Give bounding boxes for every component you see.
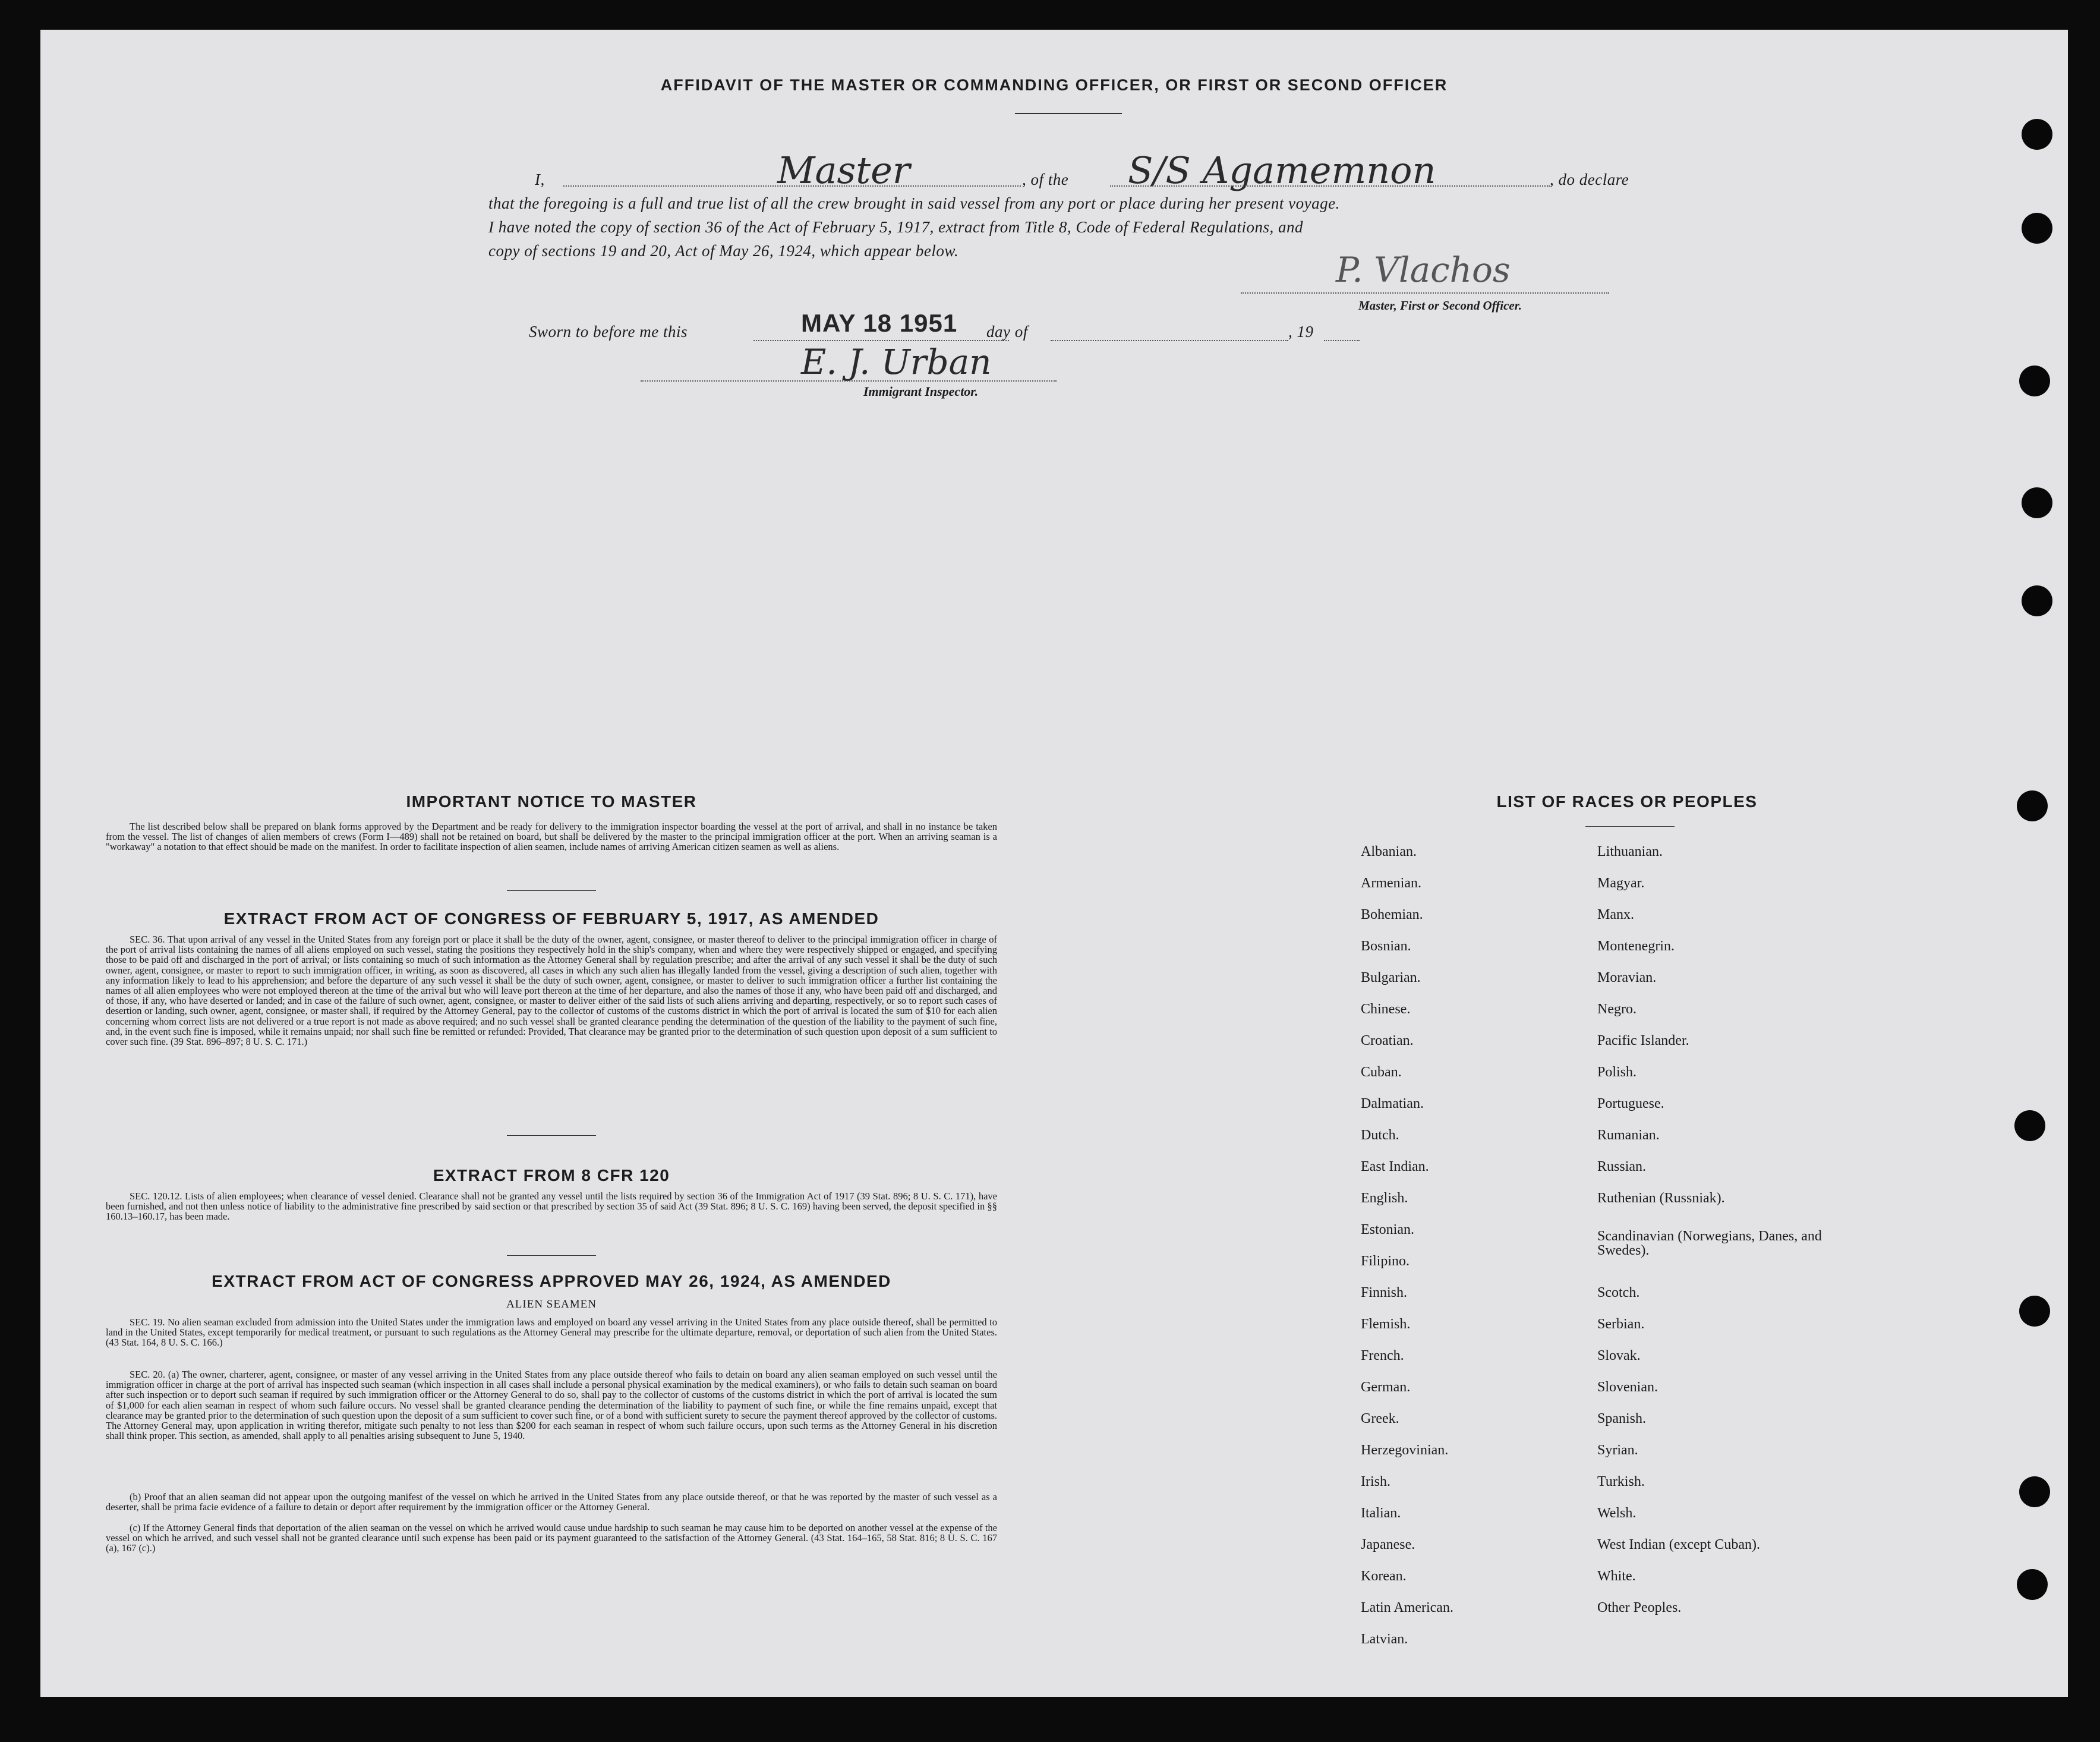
- year-label: , 19: [1288, 323, 1314, 341]
- inspector-dotted-line: [641, 380, 1057, 382]
- races-divider: [1585, 826, 1675, 827]
- extract-1917-divider: [507, 1135, 596, 1136]
- affidavit-line-2: that the foregoing is a full and true list of all the crew brought in said vessel from any port or place during her present voyage.: [488, 194, 1340, 212]
- sec-20b-text: (b) Proof that an alien seaman did not appear upon the outgoing manifest of the vessel on which he arrived in the United States from any place outside thereof, or that he was reported by the master of such vessel as a deserter, shall be prima facie evidence of a failure to detain or deport after requirement by the immigration officer or the Attorney General.: [106, 1491, 997, 1513]
- alien-seamen-subtitle: ALIEN SEAMEN: [506, 1298, 597, 1311]
- race-item: Armenian.: [1361, 875, 1421, 891]
- vessel-name-value: S/S Agamemnon: [1128, 149, 1436, 192]
- race-item: Magyar.: [1597, 875, 1645, 891]
- sec-20c-text: (c) If the Attorney General finds that deportation of the alien seaman on the vessel on which he arrived would cause undue hardship to such seaman he may cause him to be deported on another vessel at the expense of the vessel on which he arrived, and such vessel shall not be granted clearance until such expense has been paid or its payment guaranteed to the satisfaction of the Attorney General. (43 Stat. 164–165, 58 Stat. 816; 8 U. S. C. 167 (a), 167 (c).): [106, 1522, 997, 1554]
- declare-label: , do declare: [1550, 171, 1629, 188]
- punch-hole: [2022, 213, 2052, 244]
- punch-hole: [2019, 1476, 2050, 1507]
- notice-divider: [507, 890, 596, 891]
- race-item: Ruthenian (Russniak).: [1597, 1190, 1725, 1206]
- name-dotted-line: [563, 185, 1021, 187]
- race-item: Latvian.: [1361, 1631, 1408, 1647]
- race-item: Slovenian.: [1597, 1379, 1658, 1395]
- race-item: Welsh.: [1597, 1505, 1637, 1521]
- inspector-label: Immigrant Inspector.: [863, 384, 979, 399]
- race-item: Dutch.: [1361, 1127, 1399, 1143]
- race-item: Chinese.: [1361, 1001, 1411, 1017]
- race-item: Serbian.: [1597, 1316, 1645, 1332]
- race-item: Bohemian.: [1361, 907, 1423, 922]
- month-dotted-line: [1051, 340, 1288, 341]
- sec-19-text: SEC. 19. No alien seaman excluded from admission into the United States under the immigration laws and employed on board any vessel arriving in the United States from any place outside thereof, shall be permitted to land in the United States, except temporarily for medical treatment, or pursuant to such regulations as the Attorney General may prescribe for the ultimate departure, removal, or deportation of such alien from the United States. (43 Stat. 164, 8 U. S. C. 166.): [106, 1316, 997, 1349]
- signature-dotted-line: [1241, 292, 1609, 294]
- race-item: Cuban.: [1361, 1064, 1402, 1080]
- extract-cfr-divider: [507, 1255, 596, 1256]
- punch-hole: [2019, 1296, 2050, 1327]
- race-item: German.: [1361, 1379, 1411, 1395]
- race-item: Turkish.: [1597, 1474, 1645, 1489]
- race-item: White.: [1597, 1568, 1636, 1584]
- race-item: Lithuanian.: [1597, 844, 1663, 859]
- extract-cfr-text: SEC. 120.12. Lists of alien employees; when clearance of vessel denied. Clearance shall not be granted any vessel until the lists required by section 36 of the Immigration Act of 1917 (39 Stat. 896; 8 U. S. C. 171), have been furnished, and not then unless notice of liability to the administrative fine prescribed by said section or that prescribed by section 35 of said Act (39 Stat. 896; 8 U. S. C. 169) having been served, the deposit specified in §§ 160.13–160.17, has been made.: [106, 1190, 997, 1223]
- race-item: Albanian.: [1361, 844, 1417, 859]
- affidavit-title: AFFIDAVIT OF THE MASTER OR COMMANDING OFFICER, OR FIRST OR SECOND OFFICER: [660, 76, 1448, 94]
- punch-hole: [2014, 1110, 2045, 1141]
- title-divider: [1015, 113, 1122, 114]
- punch-hole: [2022, 487, 2052, 518]
- inspector-signature: E. J. Urban: [801, 342, 992, 382]
- race-item: Moravian.: [1597, 970, 1657, 985]
- race-item: Negro.: [1597, 1001, 1637, 1017]
- punch-hole: [2017, 790, 2048, 821]
- race-item: Bosnian.: [1361, 938, 1411, 954]
- punch-hole: [2022, 585, 2052, 616]
- notice-title: IMPORTANT NOTICE TO MASTER: [406, 792, 697, 811]
- race-item: Flemish.: [1361, 1316, 1411, 1332]
- race-item: Rumanian.: [1597, 1127, 1660, 1143]
- punch-hole: [2017, 1569, 2048, 1600]
- of-the-label: , of the: [1022, 171, 1069, 188]
- race-item: Bulgarian.: [1361, 970, 1421, 985]
- race-item: Spanish.: [1597, 1411, 1647, 1426]
- race-item: Russian.: [1597, 1159, 1647, 1174]
- master-title-label: Master, First or Second Officer.: [1358, 298, 1522, 313]
- punch-hole: [2019, 366, 2050, 396]
- race-item: Italian.: [1361, 1505, 1401, 1521]
- race-item: Manx.: [1597, 907, 1634, 922]
- race-item: Latin American.: [1361, 1600, 1453, 1615]
- extract-1917-text: SEC. 36. That upon arrival of any vessel in the United States from any foreign port or place it shall be the duty of the owner, agent, consignee, or master thereof to deliver to the principal immigration officer in charge of the port of arrival lists containing the names of all aliens employed on such vessel, stating the positions they respectively hold in the ship's company, when and where they were respectively shipped or engaged, and specifying those to be paid off and discharged in the port of arrival; or lists containing so much of such information as the Attorney General shall by regulation prescribe; and after the arrival of any such vessel it shall be the duty of such owner, agent, consignee, or master to report to such immigration officer, in writing, as soon as discovered, all cases in which any such alien has illegally landed from the vessel, giving a description of such alien, together with any information likely to lead to his apprehension; and before the departure of any such vessel it shall be the duty of such owner, agent, consignee, or master to deliver to such immigration officer a further list containing the names of all alien employees who were not employed thereon at the time of the arrival but who will leave port thereon at the time of her departure, and also the names of those if any, who have been paid off and discharged, and of those, if any, who have deserted or landed; and in case of the failure of such owner, agent, consignee, or master to deliver either of the said lists of such aliens arriving and departing, respectively, or so to report such cases of desertion or landing, such owner, agent, consignee, or master shall, if required by the Attorney General, pay to the collector of customs of the customs district in which the port of arrival is located the sum of $10 for each alien concerning whom correct lists are not delivered or a true report is not made as above required; and no such vessel shall be granted clearance pending the determination of the question of the liability to the payment of such fine, and, in the event such fine is imposed, while it remains unpaid; nor shall such fine be remitted or refunded: Provided, That clearance may be granted prior to the determination of such question upon deposit of a sum sufficient to cover such fine. (39 Stat. 896–897; 8 U. S. C. 171.): [106, 934, 997, 1048]
- race-item: Irish.: [1361, 1474, 1390, 1489]
- race-item: Pacific Islander.: [1597, 1033, 1689, 1048]
- sec-20a-text: SEC. 20. (a) The owner, charterer, agent, consignee, or master of any vessel arriving in the United States from any place outside thereof who fails to detain on board any alien seaman employed on such vessel until the immigration officer in charge at the port of arrival has inspected such seaman (which inspection in all cases shall include a personal physical examination by the medical examiners), or who fails to detain such seaman on board after such inspection or to deport such seaman if required by such immigration officer or the Attorney General to do so, shall pay to the collector of customs of the customs district in which the port of arrival is located the sum of $1,000 for each alien seaman in respect of whom such failure occurs. No vessel shall be granted clearance pending the determination of the liability to payment of such fine, or while the fine remains unpaid, except that clearance may be granted prior to the determination of such question upon the deposit of a sum sufficient to cover such fine, or of a bond with sufficient surety to secure the payment thereof approved by the collector of customs. The Attorney General may, upon application in writing therefor, mitigate such penalty to not less than $200 for each seaman in respect of whom such failure occurs, upon such terms as the Attorney General in his discretion shall think proper. This section, as amended, shall apply to all penalties arising subsequent to June 5, 1940.: [106, 1369, 997, 1442]
- race-item: West Indian (except Cuban).: [1597, 1537, 1760, 1552]
- extract-1917-title: EXTRACT FROM ACT OF CONGRESS OF FEBRUARY 5, 1917, AS AMENDED: [223, 909, 879, 928]
- document-page: [40, 30, 2068, 1697]
- race-item: Korean.: [1361, 1568, 1407, 1584]
- race-item: Herzegovinian.: [1361, 1442, 1449, 1458]
- race-item: East Indian.: [1361, 1159, 1429, 1174]
- day-of-label: day of: [986, 323, 1028, 341]
- race-item: Polish.: [1597, 1064, 1637, 1080]
- master-signature: P. Vlachos: [1336, 250, 1511, 290]
- sworn-label: Sworn to before me this: [529, 323, 688, 341]
- race-item: Montenegrin.: [1597, 938, 1675, 954]
- race-item: Scandinavian (Norwegians, Danes, and Swedes).: [1597, 1228, 1822, 1258]
- race-item: Croatian.: [1361, 1033, 1414, 1048]
- race-item: Finnish.: [1361, 1285, 1408, 1300]
- race-item: Japanese.: [1361, 1537, 1415, 1552]
- race-item: English.: [1361, 1190, 1408, 1206]
- master-name-value: Master: [777, 149, 910, 192]
- race-item: Other Peoples.: [1597, 1600, 1682, 1615]
- race-item: Estonian.: [1361, 1222, 1414, 1237]
- race-item: Greek.: [1361, 1411, 1399, 1426]
- vessel-dotted-line: [1110, 185, 1550, 187]
- day-dotted-line: [753, 340, 1009, 341]
- punch-hole: [2022, 119, 2052, 150]
- date-stamp: MAY 18 1951: [801, 309, 958, 337]
- affidavit-line-3: I have noted the copy of section 36 of the Act of February 5, 1917, extract from Title 8, Code of Federal Regulations, and: [488, 218, 1304, 236]
- affidavit-line-4: copy of sections 19 and 20, Act of May 26, 1924, which appear below.: [488, 242, 959, 260]
- race-item: Syrian.: [1597, 1442, 1638, 1458]
- extract-1924-title: EXTRACT FROM ACT OF CONGRESS APPROVED MAY 26, 1924, AS AMENDED: [212, 1272, 891, 1290]
- year-dotted-line: [1324, 340, 1360, 341]
- race-item: Slovak.: [1597, 1348, 1641, 1363]
- affidavit-i-label: I,: [535, 171, 545, 188]
- races-title: LIST OF RACES OR PEOPLES: [1496, 792, 1758, 811]
- race-item: Filipino.: [1361, 1253, 1410, 1269]
- notice-text: The list described below shall be prepared on blank forms approved by the Department and be ready for delivery to the immigration inspector boarding the vessel at the port of arrival, and shall in no instance be taken from the vessel. The list of changes of alien members of crews (Form I—489) shall not be retained on board, but shall be delivered by the master to the principal immigration officer at the port. When an arriving seaman is a "workaway" a notation to that effect should be made on the manifest. In order to facilitate inspection of alien seamen, include names of arriving American citizen seamen as well as aliens.: [106, 821, 997, 853]
- race-item: Portuguese.: [1597, 1096, 1664, 1111]
- race-item: Scotch.: [1597, 1285, 1640, 1300]
- race-item: Dalmatian.: [1361, 1096, 1424, 1111]
- race-item: French.: [1361, 1348, 1404, 1363]
- extract-cfr-title: EXTRACT FROM 8 CFR 120: [433, 1166, 670, 1185]
